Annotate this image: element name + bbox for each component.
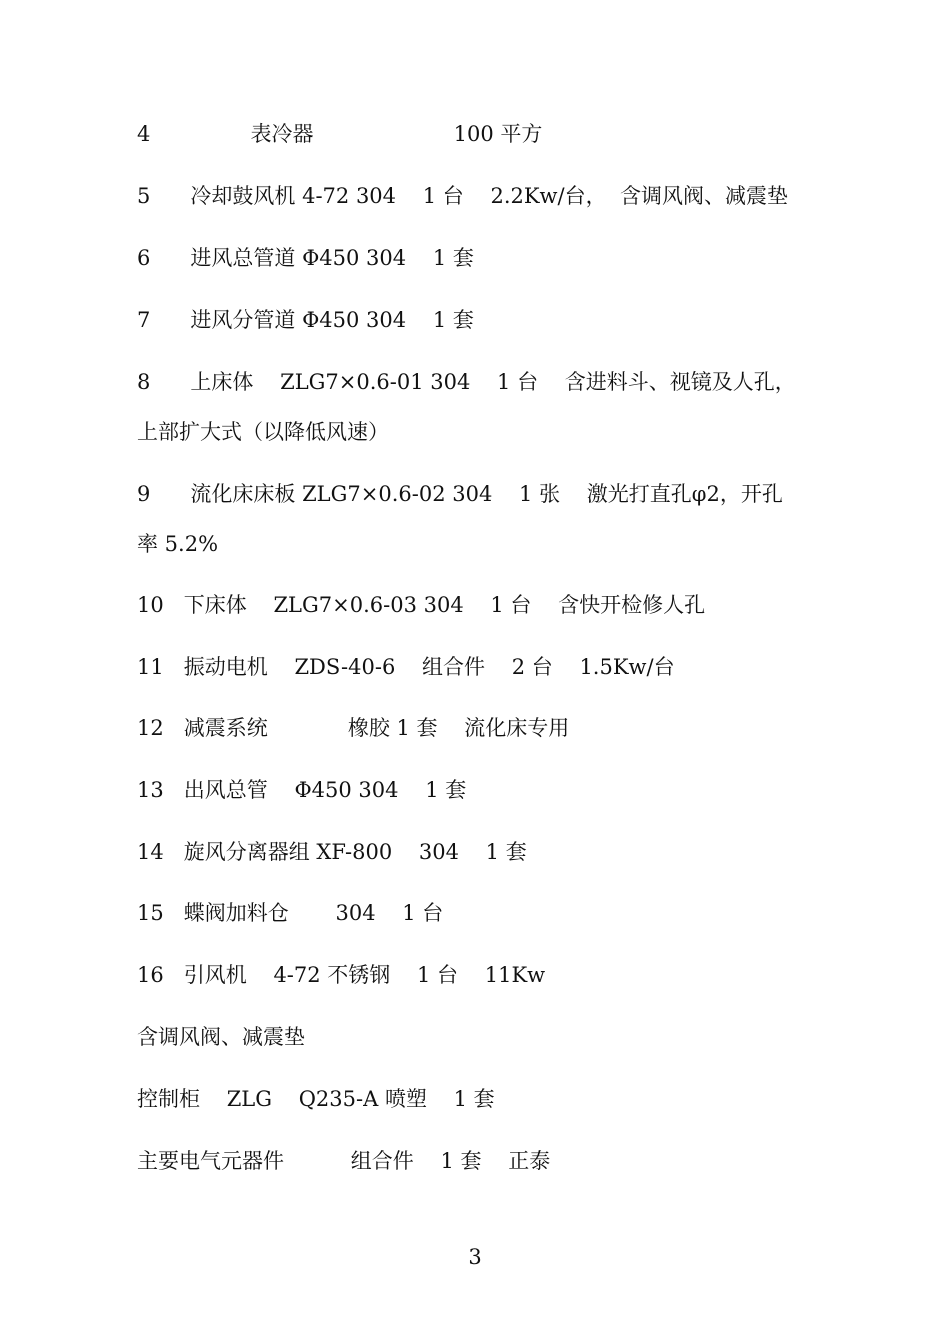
item-9-continuation: 率 5.2% — [137, 532, 219, 556]
item-12-line: 12 减震系统 橡胶 1 套 流化床专用 — [137, 716, 570, 740]
item-9-line: 9 流化床床板 ZLG7×0.6-02 304 1 张 激光打直孔φ2，开孔 — [137, 482, 783, 506]
item-10-line: 10 下床体 ZLG7×0.6-03 304 1 台 含快开检修人孔 — [137, 593, 706, 617]
item-13-line: 13 出风总管 Φ450 304 1 套 — [137, 778, 467, 802]
item-15-line: 15 蝶阀加料仓 304 1 台 — [137, 901, 444, 925]
item-16-line: 16 引风机 4-72 不锈钢 1 台 11Kw — [137, 963, 546, 987]
item-14-line: 14 旋风分离器组 XF-800 304 1 套 — [137, 840, 527, 864]
electrical-components-line: 主要电气元器件 组合件 1 套 正泰 — [137, 1149, 551, 1173]
item-16-continuation: 含调风阀、减震垫 — [137, 1025, 305, 1049]
item-11-line: 11 振动电机 ZDS-40-6 组合件 2 台 1.5Kw/台 — [137, 655, 675, 679]
page-number: 3 — [468, 1245, 482, 1269]
item-7-line: 7 进风分管道 Φ450 304 1 套 — [137, 308, 474, 332]
item-6-line: 6 进风总管道 Φ450 304 1 套 — [137, 246, 474, 270]
control-cabinet-line: 控制柜 ZLG Q235-A 喷塑 1 套 — [137, 1087, 495, 1111]
item-8-continuation: 上部扩大式（以降低风速） — [137, 420, 389, 444]
item-5-line: 5 冷却鼓风机 4-72 304 1 台 2.2Kw/台， 含调风阀、减震垫 — [137, 184, 788, 208]
item-4-line: 4 表冷器 100 平方 — [137, 122, 543, 146]
item-8-line: 8 上床体 ZLG7×0.6-01 304 1 台 含进料斗、视镜及人孔， — [137, 370, 796, 394]
